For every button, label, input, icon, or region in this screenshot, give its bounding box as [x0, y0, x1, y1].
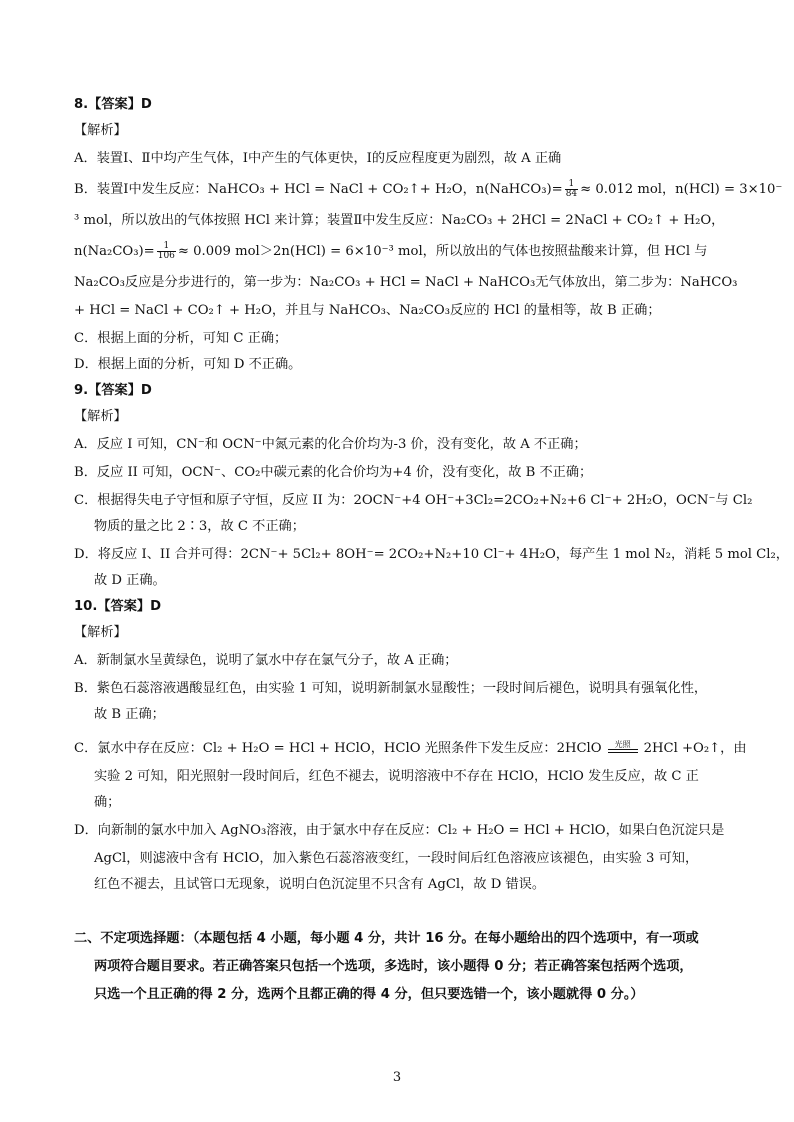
reaction-condition-label: 光照 — [614, 739, 631, 749]
fraction-denominator: 84 — [565, 189, 578, 199]
q8-answer-heading: 8.【答案】D — [74, 97, 152, 112]
q10-c1-text-end: 2HCl +O₂↑，由 — [643, 741, 747, 756]
q8-option-b-line1 — [74, 179, 783, 199]
section2-heading-line2: 两项符合题目要求。若正确答案只包括一个选项，多选时，该小题得 0 分；若正确答案包括两个选项， — [94, 959, 693, 974]
reaction-condition-arrow — [608, 739, 638, 756]
fraction-numerator: 1 — [157, 242, 176, 252]
fraction-1-106 — [157, 242, 176, 261]
q10-analysis-label: 【解析】 — [74, 625, 127, 640]
q10-option-d-line2: AgCl，则滤液中含有 HClO，加入紫色石蕊溶液变红，一段时间后红色溶液应该褪色，由实验 3 可知， — [94, 851, 699, 866]
q10-option-c-line3: 确； — [94, 795, 121, 810]
q10-option-d-line1: D．向新制的氯水中加入 AgNO₃溶液，由于氯水中存在反应：Cl₂ + H₂O = HCl + HClO，如果白色沉淀只是 — [74, 823, 725, 838]
q8-b1-text: B．装置Ⅰ中发生反应：NaHCO₃ + HCl = NaCl + CO₂↑+ H₂O，n(NaHCO₃)= — [74, 182, 563, 197]
q10-option-d-line3: 红色不褪去，且试管口无现象，说明白色沉淀里不只含有 AgCl，故 D 错误。 — [94, 877, 546, 892]
q9-answer-heading: 9.【答案】D — [74, 383, 152, 398]
q8-b3-text-end: ≈ 0.009 mol＞2n(HCl) = 6×10⁻³ mol，所以放出的气体也按照盐酸来计算，但 HCl 与 — [177, 244, 708, 259]
q8-option-b-line4: Na₂CO₃反应是分步进行的，第一步为：Na₂CO₃ + HCl = NaCl + NaHCO₃无气体放出，第二步为：NaHCO₃ — [74, 275, 738, 290]
q8-option-c: C．根据上面的分析，可知 C 正确； — [74, 331, 288, 346]
q8-analysis-label: 【解析】 — [74, 123, 127, 138]
q9-option-b: B．反应 II 可知，OCN⁻、CO₂中碳元素的化合价均为+4 价，没有变化，故 B 不正确； — [74, 465, 593, 480]
page-number: 3 — [392, 1070, 402, 1085]
q8-option-b-line3 — [74, 242, 734, 261]
q8-b1-text-end: ≈ 0.012 mol，n(HCl) = 3×10⁻ — [580, 182, 783, 197]
fraction-1-84 — [565, 180, 578, 199]
q8-option-a: A．装置Ⅰ、Ⅱ中均产生气体，Ⅰ中产生的气体更快，Ⅰ的反应程度更为剧烈，故 A 正确 — [74, 151, 562, 166]
q10-answer-heading: 10.【答案】D — [74, 599, 162, 614]
q10-c1-text: C．氯水中存在反应：Cl₂ + H₂O = HCl + HClO，HClO 光照条件下发生反应：2HClO — [74, 741, 602, 756]
q8-option-d: D．根据上面的分析，可知 D 不正确。 — [74, 357, 302, 372]
q10-option-b-line2: 故 B 正确； — [94, 707, 165, 722]
q9-option-a: A．反应 I 可知，CN⁻和 OCN⁻中氮元素的化合价均为-3 价，没有变化，故 A 不正确； — [74, 437, 587, 452]
q8-option-b-line2: ³ mol，所以放出的气体按照 HCl 来计算；装置Ⅱ中发生反应：Na₂CO₃ + 2HCl = 2NaCl + CO₂↑ + H₂O， — [74, 213, 725, 228]
q9-analysis-label: 【解析】 — [74, 409, 127, 424]
q8-option-b-line5: + HCl = NaCl + CO₂↑ + H₂O，并且与 NaHCO₃、Na₂CO₃反应的 HCl 的量相等，故 B 正确； — [74, 303, 661, 318]
q9-option-c-line1: C．根据得失电子守恒和原子守恒，反应 II 为：2OCN⁻+4 OH⁻+3Cl₂=2CO₂+N₂+6 Cl⁻+ 2H₂O，OCN⁻与 Cl₂ — [74, 493, 753, 508]
q10-option-c-line1 — [74, 739, 747, 758]
fraction-numerator: 1 — [565, 180, 578, 190]
q9-option-d-line1: D．将反应 I、II 合并可得：2CN⁻+ 5Cl₂+ 8OH⁻= 2CO₂+N₂+10 Cl⁻+ 4H₂O，每产生 1 mol N₂，消耗 5 mol Cl₂， — [74, 547, 789, 562]
q8-b3-text: n(Na₂CO₃)= — [74, 244, 155, 259]
q9-option-d-line2: 故 D 正确。 — [94, 573, 166, 588]
q9-option-c-line2: 物质的量之比 2∶3，故 C 不正确； — [94, 519, 305, 534]
q10-option-b-line1: B．紫色石蕊溶液遇酸显红色，由实验 1 可知，说明新制氯水显酸性；一段时间后褪色，说明具有强氧化性， — [74, 681, 708, 696]
q10-option-a: A．新制氯水呈黄绿色，说明了氯水中存在氯气分子，故 A 正确； — [74, 653, 458, 668]
section2-heading-line1: 二、不定项选择题：（本题包括 4 小题，每小题 4 分，共计 16 分。在每小题给出的四个选项中，有一项或 — [74, 931, 699, 946]
section2-heading-line3: 只选一个且正确的得 2 分，选两个且都正确的得 4 分，但只要选错一个，该小题就得 0 分。） — [94, 987, 644, 1002]
fraction-denominator: 106 — [157, 251, 175, 261]
q10-option-c-line2: 实验 2 可知，阳光照射一段时间后，红色不褪去，说明溶液中不存在 HClO，HClO 发生反应，故 C 正 — [94, 769, 699, 784]
